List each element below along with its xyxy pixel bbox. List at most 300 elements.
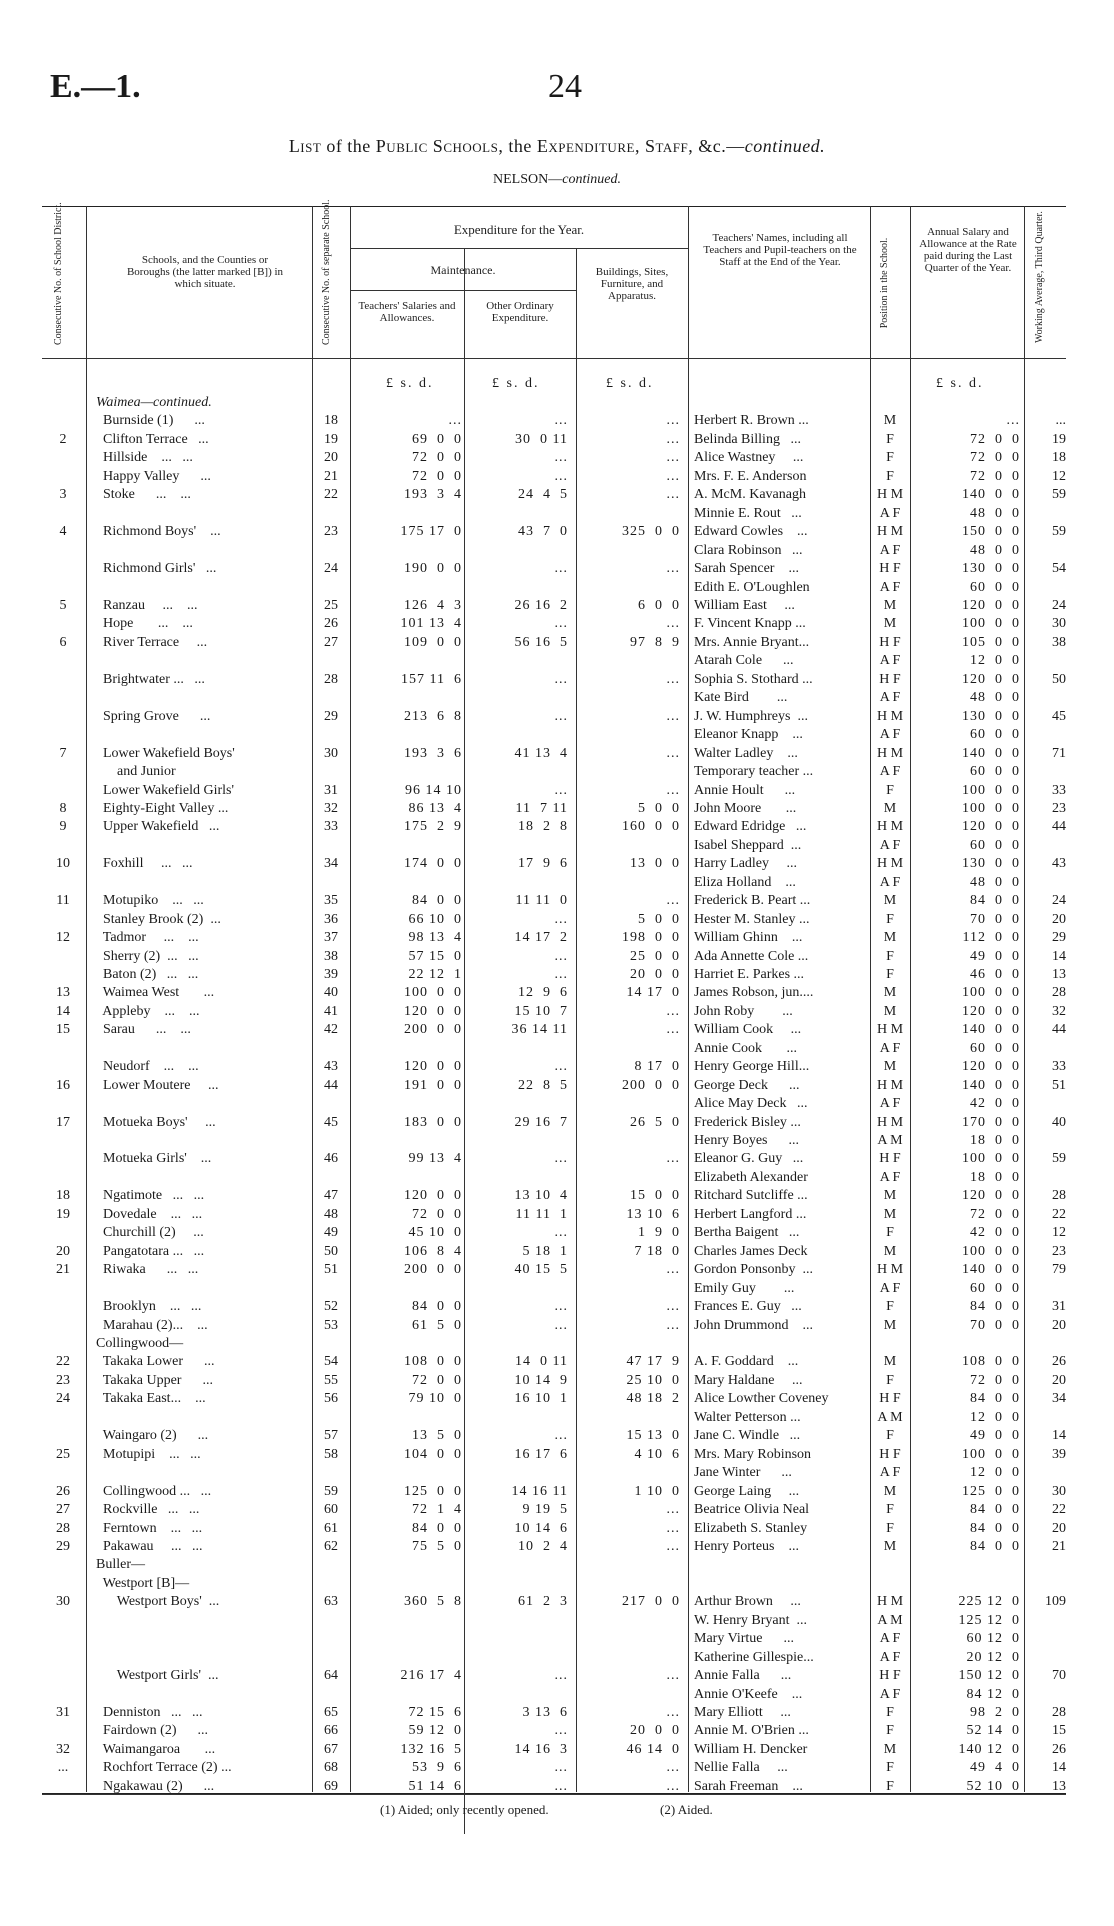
annual-salary-value: 100 0 0 (962, 1243, 1020, 1259)
table-row (0, 1575, 1114, 1593)
table-row (0, 1243, 1114, 1261)
school-name: Takaka East... ... (96, 1391, 206, 1407)
school-name: Richmond Girls' ... (96, 561, 217, 576)
school-no: 59 (324, 1483, 338, 1499)
buildings-value: ... (666, 413, 680, 429)
teacher-name: Atarah Cole ... (694, 653, 794, 669)
other-expenditure-value: ... (554, 561, 568, 576)
district-no: 14 (56, 1003, 70, 1019)
header-expenditure: Expenditure for the Year. (453, 222, 585, 237)
annual-salary-value: 84 0 0 (970, 1391, 1020, 1407)
school-name: Lower Moutere ... (96, 1077, 219, 1093)
table-row (0, 966, 1114, 984)
annual-salary-value: 72 0 0 (970, 1372, 1020, 1388)
salaries-value: ... (448, 413, 462, 429)
annual-salary-value: 48 0 0 (970, 690, 1020, 706)
footnote-1: (1) Aided; only recently opened. (380, 1802, 549, 1817)
salaries-value: 13 5 0 (412, 1428, 462, 1444)
buildings-value: ... (666, 671, 680, 687)
currency-head-other: £ s. d. (492, 376, 540, 391)
header-schools: Schools, and the Counties or Boroughs (the latter marked [B]) in which situate. (126, 254, 284, 290)
table-row (0, 837, 1114, 855)
table-row (0, 1150, 1114, 1168)
teacher-name: William East ... (694, 598, 795, 613)
table-row (0, 726, 1114, 744)
salaries-value: 175 2 9 (404, 819, 462, 835)
table-row (0, 1224, 1114, 1242)
annual-salary-value: 98 2 0 (970, 1705, 1020, 1720)
teacher-name: F. Vincent Knapp ... (694, 616, 806, 632)
annual-salary-value: 60 0 0 (970, 579, 1020, 595)
annual-salary-value: 60 0 0 (970, 764, 1020, 779)
district-no: 7 (59, 745, 67, 761)
school-no: 46 (324, 1151, 338, 1167)
district-no: 18 (56, 1188, 70, 1204)
position: F (886, 782, 894, 798)
school-name: Motueka Boys' ... (96, 1114, 216, 1130)
school-no: 45 (324, 1114, 338, 1130)
salaries-value: 57 15 0 (408, 948, 462, 964)
header-school-no: Consecutive No. of separate School. (321, 199, 332, 345)
title-continued: continued. (744, 136, 826, 156)
district-no: 11 (56, 893, 70, 909)
table-row (0, 874, 1114, 892)
position: M (883, 1483, 897, 1499)
district-continued: continued. (562, 172, 621, 187)
school-no: 19 (324, 431, 338, 447)
buildings-value: ... (666, 1317, 680, 1333)
annual-salary-value: 52 10 0 (966, 1778, 1020, 1794)
school-name: Brightwater ... ... (96, 671, 205, 687)
position: F (886, 948, 894, 964)
teacher-name: Frederick Bisley ... (694, 1114, 801, 1130)
position: M (883, 1243, 897, 1259)
page-title (0, 136, 1114, 157)
other-expenditure-value: 14 16 3 (514, 1741, 568, 1757)
buildings-value: ... (666, 708, 680, 724)
header-avg: Working Average, Third Quarter. (1034, 211, 1045, 343)
other-expenditure-value: ... (554, 1317, 568, 1333)
header-bottom-rule (42, 358, 1066, 359)
annual-salary-value: 48 0 0 (970, 542, 1020, 558)
school-name: Brooklyn ... ... (96, 1299, 202, 1314)
working-average: 44 (1052, 1022, 1066, 1038)
working-average: 34 (1052, 1391, 1066, 1407)
table-row (0, 818, 1114, 836)
teacher-name: Edith E. O'Loughlen (694, 579, 810, 595)
position: A F (879, 542, 901, 558)
buildings-value: ... (666, 468, 680, 484)
salaries-value: 200 0 0 (404, 1262, 462, 1278)
annual-salary-value: 12 0 0 (970, 653, 1020, 669)
buildings-value: 15 13 0 (626, 1428, 680, 1444)
other-expenditure-value: ... (554, 468, 568, 484)
teacher-name: A. F. Goddard ... (694, 1354, 799, 1370)
buildings-value: 6 0 0 (638, 598, 680, 613)
salaries-value: 101 13 4 (400, 616, 462, 632)
table-row (0, 984, 1114, 1002)
currency-head-annual: £ s. d. (936, 376, 984, 391)
table-row (0, 1040, 1114, 1058)
annual-salary-value: 42 0 0 (970, 1096, 1020, 1112)
other-expenditure-value: 41 13 4 (514, 745, 568, 761)
salaries-value: 174 0 0 (404, 856, 462, 872)
school-name: Churchill (2) ... (96, 1225, 204, 1241)
buildings-value: 5 0 0 (638, 800, 680, 816)
working-average: 20 (1052, 1520, 1066, 1536)
school-name: Ferntown ... ... (96, 1520, 203, 1536)
table-row (0, 1114, 1114, 1132)
district-no: 28 (56, 1520, 70, 1536)
school-no: 42 (324, 1022, 338, 1038)
salaries-value: 99 13 4 (408, 1151, 462, 1167)
working-average: 31 (1052, 1299, 1066, 1314)
school-no: 26 (324, 616, 338, 632)
table-row (0, 911, 1114, 929)
position: M (883, 616, 897, 632)
annual-salary-value: 140 12 0 (958, 1741, 1020, 1757)
position: M (883, 1206, 897, 1222)
header-district-no: Consecutive No. of School District. (53, 202, 64, 345)
teacher-name: Elizabeth S. Stanley (694, 1520, 808, 1536)
position: H M (876, 745, 904, 761)
district-no: 16 (56, 1077, 70, 1093)
table-row (0, 486, 1114, 504)
position: M (883, 1003, 897, 1019)
annual-salary-value: 150 12 0 (958, 1668, 1020, 1683)
table-row (0, 689, 1114, 707)
teacher-name: Walter Ladley ... (694, 745, 798, 761)
table-row (0, 579, 1114, 597)
district-no: 23 (56, 1372, 70, 1388)
school-name: Rockville ... ... (96, 1502, 200, 1517)
teacher-name: William Cook ... (694, 1022, 802, 1038)
buildings-value: ... (666, 1668, 680, 1683)
school-no: 38 (324, 948, 338, 964)
working-average: 28 (1052, 1188, 1066, 1204)
other-expenditure-value: 14 17 2 (514, 930, 568, 945)
position: M (883, 800, 897, 816)
table-row (0, 1390, 1114, 1408)
teacher-name: James Robson, jun.... (694, 985, 814, 1001)
buildings-value: 46 14 0 (626, 1741, 680, 1757)
salaries-value: 22 12 1 (408, 966, 462, 982)
annual-salary-value: 20 12 0 (966, 1649, 1020, 1665)
teacher-name: Isabel Sheppard ... (694, 837, 802, 853)
annual-salary-value: 108 0 0 (962, 1354, 1020, 1370)
school-name: Richmond Boys' ... (96, 524, 221, 540)
salaries-value: 53 9 6 (412, 1760, 462, 1776)
buildings-value: 47 17 9 (626, 1354, 680, 1370)
teacher-name: John Moore ... (694, 800, 797, 816)
school-name: Stanley Brook (2) ... (96, 911, 221, 927)
teacher-name: Alice Lowther Coveney (694, 1391, 829, 1407)
school-no: 63 (324, 1594, 338, 1610)
table-row (0, 412, 1114, 430)
annual-salary-value: 120 0 0 (962, 1059, 1020, 1075)
other-expenditure-value: ... (554, 1059, 568, 1075)
working-average: 28 (1052, 1705, 1066, 1720)
table-row (0, 1520, 1114, 1538)
other-expenditure-value: ... (554, 1778, 568, 1794)
working-average: 19 (1052, 431, 1066, 447)
buildings-value: ... (666, 616, 680, 632)
position: H F (879, 671, 901, 687)
school-name: Waimangaroa ... (96, 1741, 216, 1757)
teacher-name: Harry Ladley ... (694, 856, 798, 872)
buildings-value: 26 5 0 (630, 1114, 680, 1130)
school-name: Eighty-Eight Valley ... (96, 800, 229, 816)
buildings-value: ... (666, 561, 680, 576)
teacher-name: Henry Boyes ... (694, 1133, 799, 1148)
salaries-value: 157 11 6 (401, 671, 462, 687)
position: A F (879, 653, 901, 669)
position: A F (879, 1169, 901, 1185)
buildings-value: 7 18 0 (634, 1243, 680, 1259)
school-no: 56 (324, 1391, 338, 1407)
position: H M (876, 1077, 904, 1093)
table-row (0, 1206, 1114, 1224)
annual-salary-value: 120 0 0 (962, 1003, 1020, 1019)
school-no: 57 (324, 1428, 338, 1444)
teacher-name: Annie M. O'Brien ... (694, 1723, 809, 1739)
working-average: 20 (1052, 1317, 1066, 1333)
working-average: 26 (1052, 1741, 1066, 1757)
salaries-value: 59 12 0 (408, 1723, 462, 1739)
salaries-value: 84 0 0 (412, 1520, 462, 1536)
annual-salary-value: 84 12 0 (966, 1686, 1020, 1702)
position: M (883, 1354, 897, 1370)
teacher-name: Kate Bird ... (694, 690, 788, 706)
position: H F (879, 561, 901, 576)
school-no: 53 (324, 1317, 338, 1333)
other-expenditure-value: ... (554, 1151, 568, 1167)
table-row (0, 394, 1114, 412)
position: M (883, 893, 897, 909)
table-row (0, 634, 1114, 652)
other-expenditure-value: ... (554, 1760, 568, 1776)
working-average: 54 (1052, 561, 1066, 576)
annual-salary-value: ... (1006, 413, 1020, 429)
school-no: 66 (324, 1723, 338, 1739)
currency-head-buildings: £ s. d. (606, 376, 654, 391)
district-no: 17 (56, 1114, 70, 1130)
other-expenditure-value: 29 16 7 (514, 1114, 568, 1130)
annual-salary-value: 49 0 0 (970, 1428, 1020, 1444)
school-name: Riwaka ... ... (96, 1262, 199, 1278)
buildings-value: ... (666, 1151, 680, 1167)
buildings-value: ... (666, 1538, 680, 1554)
teacher-name: Mrs. Annie Bryant... (694, 634, 810, 650)
table-row (0, 708, 1114, 726)
buildings-value: 97 8 9 (630, 634, 680, 650)
teacher-name: J. W. Humphreys ... (694, 708, 808, 724)
position: H M (876, 708, 904, 724)
annual-salary-value: 12 0 0 (970, 1465, 1020, 1481)
table-row (0, 468, 1114, 486)
school-name: Hope ... ... (96, 616, 193, 632)
working-average: 13 (1052, 966, 1066, 982)
table-row (0, 671, 1114, 689)
header-rule (350, 290, 576, 291)
working-average: 38 (1052, 634, 1066, 650)
table-row (0, 1667, 1114, 1685)
title-list: List (288, 136, 322, 156)
position: F (886, 468, 894, 484)
school-name: Takaka Upper ... (96, 1372, 213, 1388)
working-average: 12 (1052, 1225, 1066, 1241)
salaries-value: 191 0 0 (404, 1077, 462, 1093)
salaries-value: 72 1 4 (412, 1502, 462, 1517)
school-name: Dovedale ... ... (96, 1206, 203, 1222)
teacher-name: Harriet E. Parkes ... (694, 966, 805, 982)
buildings-value: ... (666, 782, 680, 798)
annual-salary-value: 42 0 0 (970, 1225, 1020, 1241)
school-no: 28 (324, 671, 338, 687)
annual-salary-value: 120 0 0 (962, 598, 1020, 613)
district-no: 32 (56, 1741, 70, 1757)
other-expenditure-value: 18 2 8 (518, 819, 568, 835)
annual-salary-value: 72 0 0 (970, 1206, 1020, 1222)
teacher-name: Eliza Holland ... (694, 874, 796, 890)
annual-salary-value: 60 0 0 (970, 727, 1020, 743)
position: M (883, 413, 897, 429)
table-row (0, 1538, 1114, 1556)
other-expenditure-value: 26 16 2 (514, 598, 568, 613)
table-row (0, 1003, 1114, 1021)
position: A F (879, 874, 901, 890)
other-expenditure-value: 10 14 9 (514, 1372, 568, 1388)
salaries-value: 66 10 0 (408, 911, 462, 927)
position: M (883, 930, 897, 945)
position: A F (879, 837, 901, 853)
table-row (0, 1501, 1114, 1519)
salaries-value: 175 17 0 (400, 524, 462, 540)
school-no: 51 (324, 1262, 338, 1278)
title-sep-2: , (634, 136, 645, 156)
salaries-value: 108 0 0 (404, 1354, 462, 1370)
district-no: 9 (59, 819, 67, 835)
teacher-name: George Laing ... (694, 1483, 800, 1499)
teacher-name: Jane Winter ... (694, 1465, 792, 1481)
table-row (0, 615, 1114, 633)
annual-salary-value: 130 0 0 (962, 856, 1020, 872)
teacher-name: Edward Edridge ... (694, 819, 807, 835)
teacher-name: Herbert R. Brown ... (694, 413, 809, 429)
school-name: Collingwood— (96, 1335, 184, 1351)
teacher-name: Herbert Langford ... (694, 1206, 807, 1222)
school-no: 39 (324, 966, 338, 982)
other-expenditure-value: ... (554, 948, 568, 964)
salaries-value: 84 0 0 (412, 893, 462, 909)
teacher-name: Beatrice Olivia Neal (694, 1502, 810, 1517)
teacher-name: Annie O'Keefe ... (694, 1686, 803, 1702)
buildings-value: 20 0 0 (630, 966, 680, 982)
other-expenditure-value: 14 16 11 (511, 1483, 568, 1499)
annual-salary-value: 60 12 0 (966, 1631, 1020, 1647)
position: M (883, 1059, 897, 1075)
working-average: 23 (1052, 800, 1066, 816)
annual-salary-value: 140 0 0 (962, 1022, 1020, 1038)
position: H M (876, 856, 904, 872)
position: A F (879, 690, 901, 706)
working-average: 20 (1052, 911, 1066, 927)
working-average: 50 (1052, 671, 1066, 687)
table-row (0, 523, 1114, 541)
annual-salary-value: 130 0 0 (962, 561, 1020, 576)
buildings-value: ... (666, 1705, 680, 1720)
title-sep-1: , the (498, 136, 537, 156)
annual-salary-value: 150 0 0 (962, 524, 1020, 540)
table-row (0, 1353, 1114, 1371)
working-average: 59 (1052, 1151, 1066, 1167)
working-average: 24 (1052, 598, 1066, 613)
position: H F (879, 634, 901, 650)
teacher-name: Henry George Hill... (694, 1059, 810, 1075)
working-average: 33 (1052, 782, 1066, 798)
salaries-value: 190 0 0 (404, 561, 462, 576)
title-of-the: of the (321, 136, 376, 156)
other-expenditure-value: 36 14 11 (511, 1022, 568, 1038)
working-average: 109 (1045, 1594, 1066, 1610)
salaries-value: 51 14 6 (408, 1778, 462, 1794)
school-no: 43 (324, 1059, 338, 1075)
table-row (0, 1427, 1114, 1445)
position: F (886, 431, 894, 447)
school-no: 31 (324, 782, 338, 798)
annual-salary-value: 105 0 0 (962, 634, 1020, 650)
buildings-value: ... (666, 1022, 680, 1038)
position: M (883, 598, 897, 613)
school-name: Fairdown (2) ... (96, 1723, 208, 1739)
salaries-value: 126 4 3 (404, 598, 462, 613)
school-name: Westport [B]— (96, 1575, 190, 1591)
teacher-name: Annie Falla ... (694, 1668, 792, 1683)
other-expenditure-value: ... (554, 1428, 568, 1444)
table-row (0, 1686, 1114, 1704)
position: F (886, 1428, 894, 1444)
district-no: 26 (56, 1483, 70, 1499)
annual-salary-value: 52 14 0 (966, 1723, 1020, 1739)
table-row (0, 1612, 1114, 1630)
buildings-value: 1 10 0 (634, 1483, 680, 1499)
position: F (886, 1520, 894, 1536)
header-annual: Annual Salary and Allowance at the Rate paid during the Last Quarter of the Year. (919, 226, 1017, 274)
school-name: Foxhill ... ... (96, 856, 193, 872)
teacher-name: Mary Elliott ... (694, 1705, 791, 1720)
teacher-name: Katherine Gillespie... (694, 1649, 814, 1665)
working-average: 23 (1052, 1243, 1066, 1259)
position: F (886, 1760, 894, 1776)
school-name: Takaka Lower ... (96, 1354, 215, 1370)
district-no: 31 (56, 1705, 70, 1720)
working-average: 71 (1052, 745, 1066, 761)
school-no: 58 (324, 1446, 338, 1462)
position: A F (879, 579, 901, 595)
school-no: 68 (324, 1760, 338, 1776)
table-row (0, 449, 1114, 467)
position: H F (879, 1668, 901, 1683)
working-average: 33 (1052, 1059, 1066, 1075)
district-no: 15 (56, 1022, 70, 1038)
school-name: Lower Wakefield Boys' (96, 745, 235, 761)
school-name: River Terrace ... (96, 634, 208, 650)
other-expenditure-value: ... (554, 450, 568, 466)
working-average: 14 (1052, 1760, 1066, 1776)
position: F (886, 911, 894, 927)
salaries-value: 72 0 0 (412, 468, 462, 484)
school-name: Westport Boys' ... (96, 1594, 220, 1610)
